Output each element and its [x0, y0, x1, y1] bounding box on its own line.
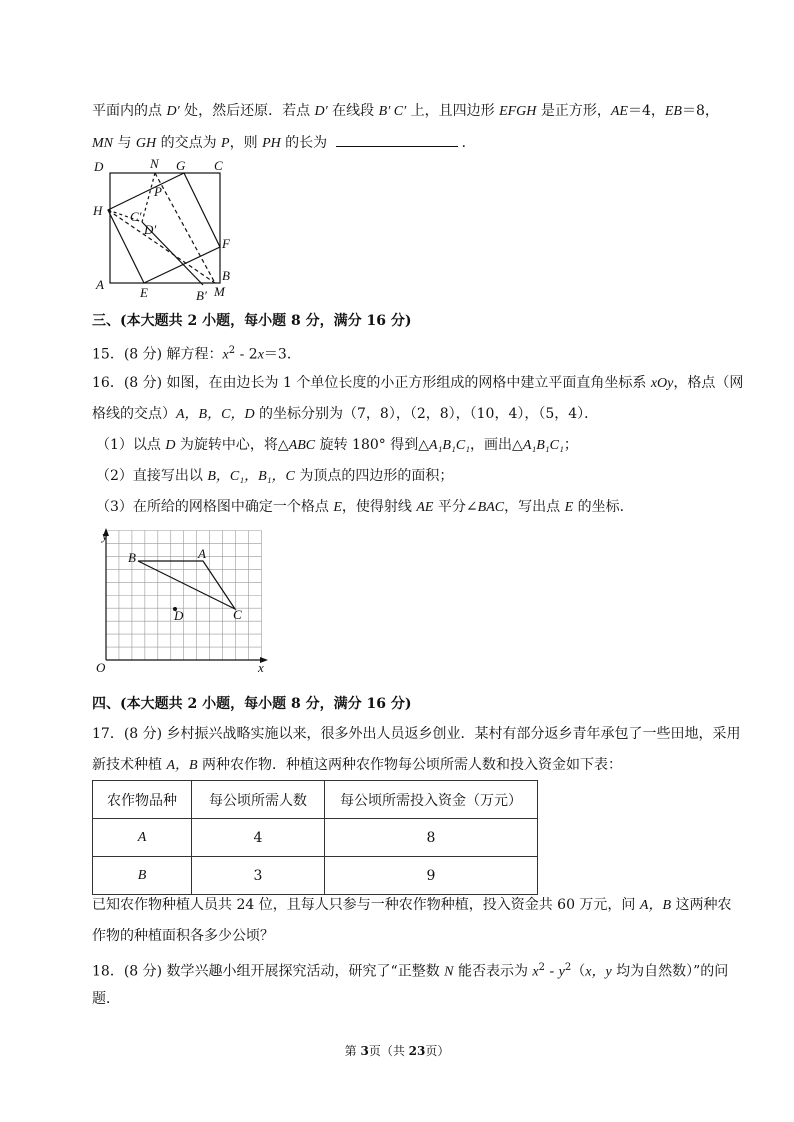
label-D: D [94, 159, 104, 174]
q14-line2: MN 与 GH 的交点为 P，则 PH 的长为 ． [92, 135, 476, 151]
table-cell: 9 [325, 857, 538, 895]
triangle-abc [138, 561, 235, 609]
label-N: N [150, 156, 159, 171]
crop-table [92, 780, 538, 895]
label-M: M [214, 284, 225, 299]
label-E: E [140, 285, 148, 300]
table-cell: 4 [192, 819, 325, 857]
total-pages: 23 [408, 1044, 426, 1058]
label-B: B [128, 550, 136, 565]
q17-line3: 已知农作物种植人员共 24 位，且每人只参与一种农作物种植，投入资金共 60 万元，问 A，B 这两种农 [92, 897, 732, 913]
table-header: 每公顷所需人数 [192, 781, 325, 819]
label-C: C [233, 607, 242, 622]
label-A: A [198, 546, 206, 561]
q16-line2: 格线的交点）A，B，C，D 的坐标分别为（7，8），（2，8），（10，4），（5，4）． [92, 406, 599, 422]
q16-sub1: （1）以点 D 为旋转中心，将△ABC 旋转 180° 得到△A₁B₁C₁，画出△A₁B₁C₁； [96, 437, 578, 453]
page-number: 3 [360, 1044, 369, 1058]
table-cell: A [93, 819, 192, 857]
table-header: 农作物品种 [93, 781, 192, 819]
q18-line2: 题． [92, 991, 120, 1007]
table-cell: 3 [192, 857, 325, 895]
table-cell: B [93, 857, 192, 895]
q17-line1: 17．(8 分) 乡村振兴战略实施以来，很多外出人员返乡创业．某村有部分返乡青年承包了一些田地，采用 [92, 726, 741, 742]
table-cell: 8 [325, 819, 538, 857]
axis-label-y: y [102, 528, 108, 543]
section4-title: 四、(本大题共 2 小题，每小题 8 分，满分 16 分) [92, 696, 412, 712]
page-footer: 第 3页（共 23页） [344, 1044, 450, 1058]
label-B: B [222, 268, 230, 283]
label-P: P [154, 184, 162, 199]
label-D1: D′ [144, 222, 157, 237]
label-C1: C′ [130, 209, 142, 224]
table-row [93, 857, 538, 895]
answer-blank[interactable] [336, 134, 458, 147]
table-header-row [93, 781, 538, 819]
q16-grid-figure [92, 526, 282, 676]
q16-line1: 16．(8 分) 如图，在由边长为 1 个单位长度的小正方形组成的网格中建立平面直角坐标系 xOy，格点（网 [92, 375, 744, 391]
table-row [93, 819, 538, 857]
square-efgh [108, 173, 220, 283]
label-C: C [214, 158, 223, 173]
label-B1: B′ [196, 288, 207, 302]
q16-sub3: （3）在所给的网格图中确定一个格点 E，使得射线 AE 平分∠BAC，写出点 E 的坐标． [96, 499, 634, 515]
label-H: H [93, 203, 103, 218]
axis-label-x: x [258, 660, 264, 675]
q14-square-figure [88, 152, 248, 302]
label-O: O [96, 660, 106, 675]
q15: 15．(8 分) 解方程：$x^2 - 2x=3$． [92, 345, 301, 363]
table-header: 每公顷所需投入资金（万元） [325, 781, 538, 819]
q18-line1: 18．(8 分) 数学兴趣小组开展探究活动，研究了“正整数 N 能否表示为 $x^2 - y^2(x$，y 均为自然数）”的问 [92, 962, 729, 980]
q14-line1: 平面内的点 D′ 处，然后还原．若点 D′ 在线段 B′ C′ 上，且四边形 EFGH 是正方形，AE＝4，EB＝8， [92, 103, 719, 119]
square-abcd [110, 173, 220, 283]
q17-line2: 新技术种植 A，B 两种农作物．种植这两种农作物每公顷所需人数和投入资金如下表： [92, 757, 623, 773]
label-G: G [176, 158, 186, 173]
q16-sub2: （2）直接写出以 B，C₁，B₁，C 为顶点的四边形的面积； [96, 468, 454, 484]
label-A: A [96, 277, 104, 292]
segment-hm-dashed [108, 210, 215, 283]
label-D: D [174, 608, 184, 623]
q17-line4: 作物的种植面积各多少公顷？ [92, 928, 274, 944]
label-F: F [222, 236, 230, 251]
section3-title: 三、(本大题共 2 小题，每小题 8 分，满分 16 分) [92, 313, 412, 329]
